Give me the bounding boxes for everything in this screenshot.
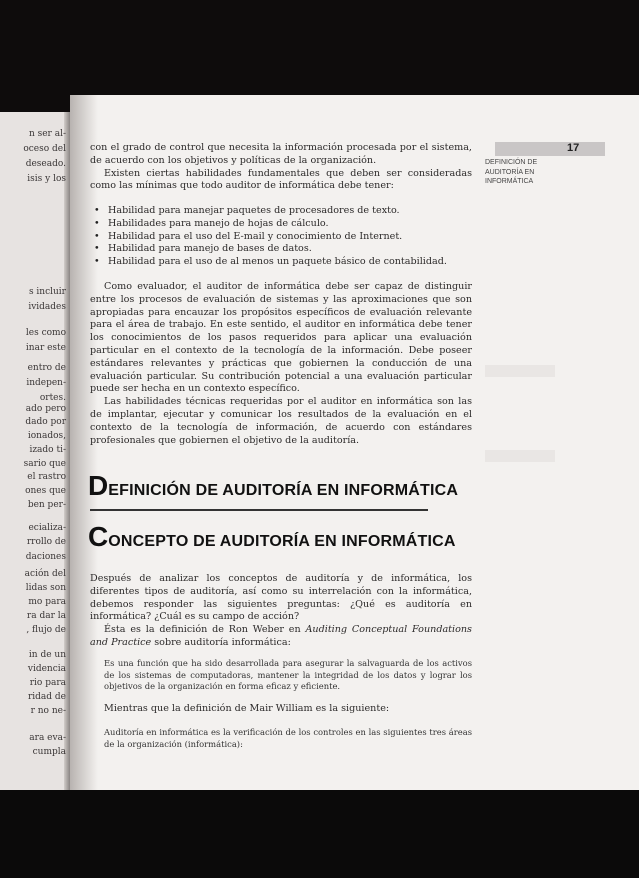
concept-block [90,573,472,650]
facing-page-line: oceso del [23,144,66,154]
william-quote: Auditoría en informática es la verificación de los controles en las siguientes tres áreas de la organización (informática): [104,727,472,749]
facing-page-line: , flujo de [26,625,66,635]
heading-initial: C [88,521,109,552]
facing-page-line: n ser al- [28,129,66,139]
margin-section-note [485,158,537,187]
facing-page-line: ividades [28,302,66,312]
facing-page-line: les como [25,328,66,338]
facing-page-line: ra dar la [26,611,66,621]
concept-paragraph: Después de analizar los conceptos de auditoría y de informática, los diferentes tipos de auditoría, así como su interrelación con la informática, debemos responder las siguientes preguntas: ¿Qué es auditoría en informática? ¿Cuál es su campo de acción? [90,573,472,623]
list-item: • Habilidad para manejo de bases de datos. [90,243,472,256]
section-heading-concepto [88,521,456,553]
facing-page-line: in de un [28,650,66,660]
margin-note-line: DEFINICIÓN DE [485,159,538,166]
william-intro: Mientras que la definición de Mair William es la siguiente: [104,703,390,714]
list-item: • Habilidad para el uso del E-mail y conocimiento de Internet. [90,231,472,244]
facing-page-line: ben per- [27,500,66,510]
facing-page-line: videncia [27,664,66,674]
list-item: • Habilidad para el uso de al menos un paquete básico de contabilidad. [90,256,472,269]
book-title: Auditing Conceptual Foundations and Practice [90,624,472,648]
weber-intro [90,624,472,650]
facing-page-line: ado pero [25,404,66,414]
faded-margin-mark [485,365,555,377]
list-item: • Habilidad para manejar paquetes de procesadores de texto. [90,205,472,218]
facing-page-fragment [0,112,70,790]
facing-page-line: izado ti- [29,445,66,455]
facing-page-line: ecializa- [28,523,66,533]
heading-text: EFINICIÓN DE AUDITORÍA EN INFORMÁTICA [108,482,459,499]
facing-page-line: inar este [25,343,66,353]
margin-note-line: INFORMÁTICA [485,178,534,185]
weber-intro-tail: sobre auditoría informática: [151,636,291,648]
facing-page-line: isis y los [27,174,66,184]
weber-intro-text: Ésta es la definición de Ron Weber en [104,624,306,636]
skills-list [90,205,472,269]
facing-page-line: el rastro [27,472,66,482]
intro-paragraph: con el grado de control que necesita la información procesada por el sistema, de acuerdo con los objetivos y políticas de la organización. [90,142,472,166]
intro-paragraph-2: Existen ciertas habilidades fundamentales que deben ser consideradas como las mínimas que todo auditor de informática debe tener: [90,167,472,192]
facing-page-line: rrollo de [26,537,66,547]
weber-quote: Es una función que ha sido desarrollada para asegurar la salvaguarda de los activos de los sistemas de computadoras, mantener la integridad de los datos y lograr los objetivos de la organización en forma eficaz y eficiente. [104,658,472,692]
heading-rule [90,509,428,511]
scan-dark-bottom [0,790,639,878]
facing-page-line: r no ne- [30,706,66,716]
facing-page-line: ridad de [27,692,66,702]
page-number: 17 [567,142,580,154]
book-page [70,95,639,791]
evaluator-paragraph: Como evaluador, el auditor de informática debe ser capaz de distinguir entre los procesos de evaluación de sistemas y las aproximaciones que son apropiadas para encauzar los propósitos específicos de evaluación relevante para el área de trabajo. En este sentido, el auditor en informática debe tener los conocimientos de los pasos requeridos para aplicar una evaluación particular en el contexto de la tecnología de la información. Debe poseer estándares relevantes y prácticas que gobiernen la conducción de una evaluación particular. Su contribución potencial a una evaluación particular puede ser hecha en un contexto específico. [90,281,472,395]
evaluator-block [90,281,472,447]
facing-page-line: ones que [25,486,66,496]
facing-page-line: s incluir [28,287,66,297]
facing-page-line: indepen- [26,378,66,388]
facing-page-line: lidas son [25,583,66,593]
evaluator-paragraph-2: Las habilidades técnicas requeridas por el auditor en informática son las de implantar, ejecutar y comunicar los resultados de la evaluación en el contexto de la tecnología de información, de acuerdo con estándares profesionales que gobiernen el objetivo de la auditoría. [90,396,472,446]
intro-block [90,142,472,193]
facing-page-line: entro de [27,363,66,373]
page-number-bar [495,142,605,156]
facing-page-line: sario que [23,459,66,469]
facing-page-line: dado por [25,417,66,427]
facing-page-line: cumpla [32,747,66,757]
faded-margin-mark [485,450,555,462]
margin-note-line: AUDITORÍA EN [485,168,535,176]
facing-page-line: ación del [24,569,66,579]
facing-page-line: ara eva- [29,733,66,743]
list-item: • Habilidades para manejo de hojas de cálculo. [90,218,472,231]
facing-page-line: ortes. [39,393,66,403]
facing-page-line: ionados, [27,431,66,441]
facing-page-line: rio para [29,678,66,688]
facing-page-line: daciones [25,552,66,562]
facing-page-line: mo para [28,597,66,607]
facing-page-line: deseado. [25,159,66,169]
heading-initial: D [88,470,109,501]
section-heading-definicion [88,470,458,502]
heading-text: ONCEPTO DE AUDITORÍA EN INFORMÁTICA [108,533,456,550]
